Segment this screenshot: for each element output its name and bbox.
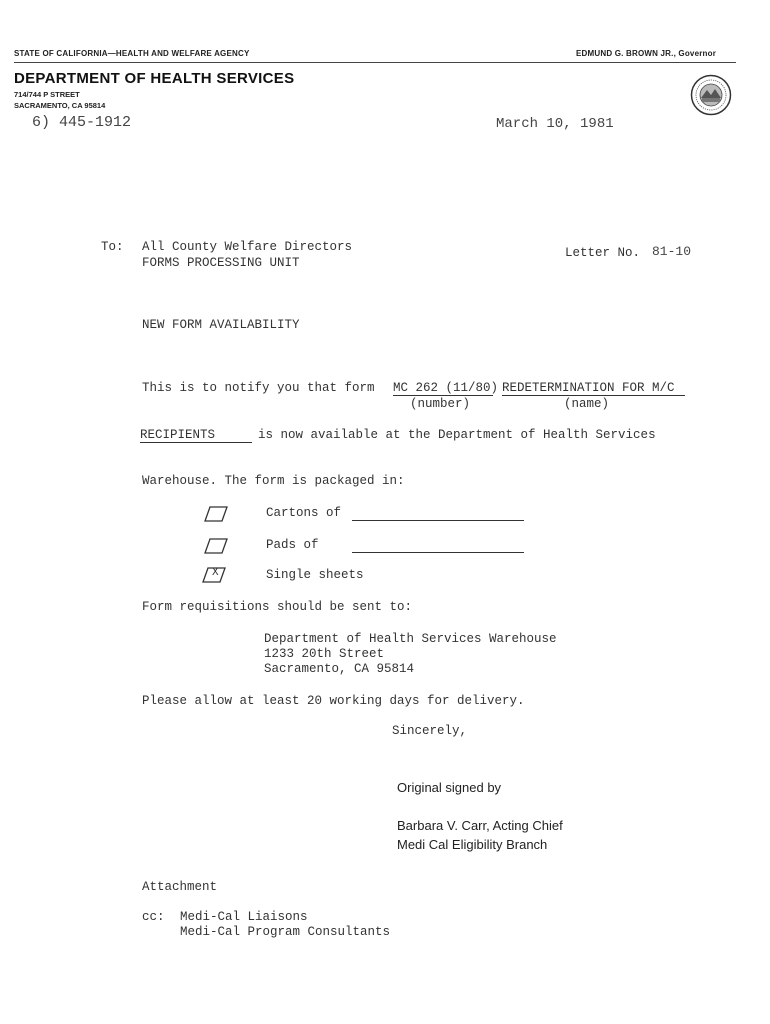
warehouse-text: Warehouse. The form is packaged in: — [142, 474, 405, 488]
recipient-line-2: FORMS PROCESSING UNIT — [142, 256, 300, 270]
available-text: is now available at the Department of Health Services — [258, 428, 656, 442]
letter-number-label: Letter No. — [565, 246, 641, 260]
form-name-continued: RECIPIENTS — [140, 428, 252, 443]
letterhead-rule — [14, 62, 736, 63]
agency-name: STATE OF CALIFORNIA—HEALTH AND WELFARE AGENCY — [14, 49, 250, 58]
letter-date: March 10, 1981 — [496, 116, 614, 132]
street-address: 714/744 P STREET — [14, 90, 80, 99]
form-number: MC 262 (11/80) — [393, 381, 499, 395]
phone-number: 6) 445-1912 — [32, 114, 132, 131]
name-caption: (name) — [564, 397, 610, 411]
to-label: To: — [101, 240, 124, 254]
pads-quantity-line — [352, 552, 524, 553]
governor-name: EDMUND G. BROWN JR., Governor — [576, 49, 717, 58]
state-seal-icon — [690, 74, 732, 116]
cc-label: cc: — [142, 910, 165, 924]
delivery-note: Please allow at least 20 working days for delivery. — [142, 694, 525, 708]
pads-checkbox — [204, 538, 228, 554]
cartons-label: Cartons of — [266, 506, 342, 520]
warehouse-address-line-1: Department of Health Services Warehouse — [264, 632, 557, 646]
form-name: REDETERMINATION FOR M/C — [502, 381, 685, 396]
pads-label: Pads of — [266, 538, 319, 552]
department-name: DEPARTMENT OF HEALTH SERVICES — [14, 70, 295, 87]
cc-line-1: Medi-Cal Liaisons — [180, 910, 308, 924]
signatory-branch: Medi Cal Eligibility Branch — [397, 837, 548, 852]
recipient-line-1: All County Welfare Directors — [142, 240, 353, 254]
single-sheets-check-mark: X — [212, 567, 219, 579]
notify-text: This is to notify you that form — [142, 381, 375, 395]
attachment-label: Attachment — [142, 880, 218, 894]
subject-line: NEW FORM AVAILABILITY — [142, 318, 300, 332]
cc-line-2: Medi-Cal Program Consultants — [180, 925, 391, 939]
cartons-quantity-line — [352, 520, 524, 521]
requisition-intro: Form requisitions should be sent to: — [142, 600, 413, 614]
warehouse-address-line-2: 1233 20th Street — [264, 647, 385, 661]
closing: Sincerely, — [392, 724, 468, 738]
warehouse-address-line-3: Sacramento, CA 95814 — [264, 662, 415, 676]
cartons-checkbox — [204, 506, 228, 522]
signature-note: Original signed by — [397, 780, 502, 795]
city-address: SACRAMENTO, CA 95814 — [14, 101, 106, 110]
single-sheets-label: Single sheets — [266, 568, 364, 582]
number-caption: (number) — [410, 397, 471, 411]
letter-number-value: 81-10 — [652, 244, 692, 259]
signatory-name-title: Barbara V. Carr, Acting Chief — [397, 818, 563, 833]
